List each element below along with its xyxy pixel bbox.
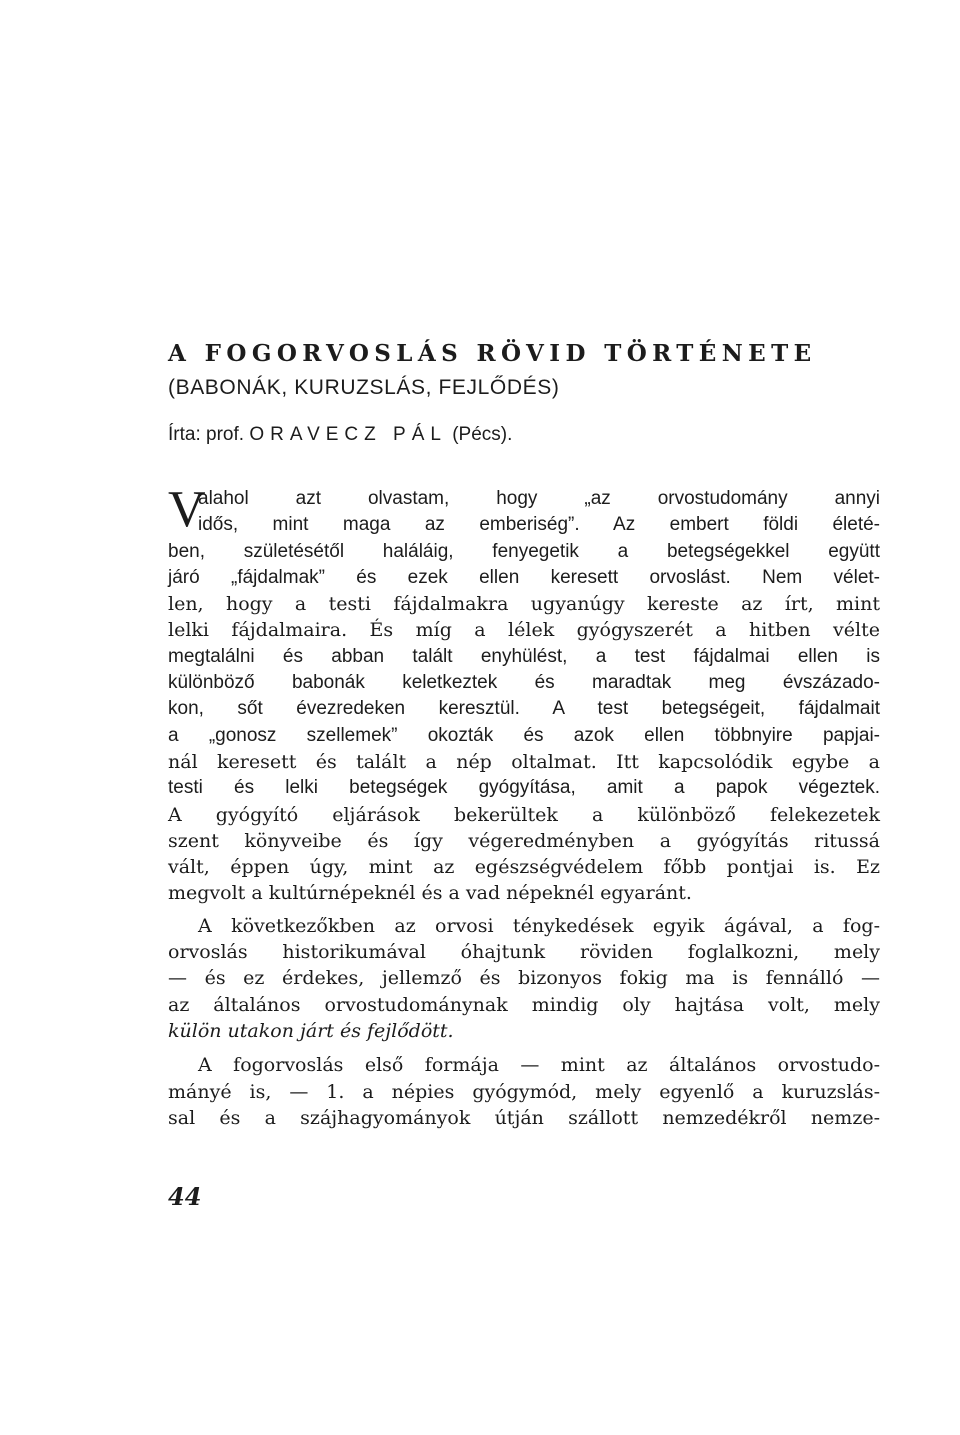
article-body — [168, 481, 880, 1131]
paragraph-1-line-14: szent könyveibe és így végeredményben a gyógyítás ritussá — [168, 829, 880, 852]
page-number: 44 — [168, 1182, 202, 1211]
article-subtitle: (BABONÁK, KURUZSLÁS, FEJLŐDÉS) — [168, 376, 560, 399]
paragraph-1-line-15: vált, éppen úgy, mint az egészségvédelem főbb pontjai is. Ez — [168, 856, 880, 879]
paragraph-1-line-2: idős, mint maga az emberiség”. Az embert földi életé- — [198, 514, 880, 536]
paragraph-1-line-6: lelki fájdalmaira. És míg a lélek gyógyszerét a hitben vélte — [168, 619, 880, 642]
byline-prefix: Írta: prof. — [168, 424, 245, 445]
drop-cap: V — [168, 481, 206, 538]
article-title: A FOGORVOSLÁS RÖVID TÖRTÉNETE — [168, 340, 817, 367]
paragraph-2-line-3: — és ez érdekes, jellemző és bizonyos fokig ma is fennálló — — [168, 967, 880, 990]
paragraph-3-line-2: mányé is, — 1. a népies gyógymód, mely egyenlő a kuruzslás- — [168, 1080, 880, 1103]
author-name: ORAVECZ PÁL — [249, 424, 447, 445]
paragraph-2-line-1: A következőkben az orvosi ténykedések egyik ágával, a fog- — [198, 914, 880, 937]
paragraph-1-line-4: járó „fájdalmak” és ezek ellen keresett orvoslást. Nem vélet- — [168, 566, 880, 588]
paragraph-1-line-11: nál keresett és talált a nép oltalmat. Itt kapcsolódik egybe a — [168, 750, 880, 773]
byline — [168, 424, 512, 446]
paragraph-1-line-8: különböző babonák keletkeztek és maradtak meg évszázado- — [168, 672, 880, 694]
paragraph-1-line-16: megvolt a kultúrnépeknél és a vad népeknél egyaránt. — [168, 882, 692, 905]
paragraph-1-line-5: len, hogy a testi fájdalmakra ugyanúgy kereste az írt, mint — [168, 593, 880, 616]
author-location: (Pécs). — [452, 424, 513, 445]
paragraph-1-line-1: alahol azt olvastam, hogy „az orvostudomány annyi — [198, 488, 880, 509]
paragraph-1-line-9: kon, sőt évezredeken keresztül. A test betegségeit, fájdalmait — [168, 698, 880, 720]
paragraph-2-line-2: orvoslás historikumával óhajtunk röviden foglalkozni, mely — [168, 941, 880, 964]
paragraph-1-line-13: A gyógyító eljárások bekerültek a különböző felekezetek — [168, 803, 880, 826]
paragraph-1-line-10: a „gonosz szellemek” okozták és azok ellen többnyire papjai- — [168, 724, 880, 746]
paragraph-1-line-7: megtalálni és abban talált enyhülést, a test fájdalmai ellen is — [168, 645, 880, 667]
paragraph-2-line-4: az általános orvostudománynak mindig oly hajtása volt, mely — [168, 993, 880, 1016]
paragraph-2-line-5: külön utakon járt és fejlődött. — [168, 1019, 454, 1042]
paragraph-3-line-3: sal és a szájhagyományok útján szállott nemzedékről nemze- — [168, 1106, 880, 1129]
paragraph-1-line-12: testi és lelki betegségek gyógyítása, amit a papok végeztek. — [168, 777, 880, 799]
paragraph-1-line-3: ben, születésétől haláláig, fenyegetik a betegségekkel együtt — [168, 540, 880, 562]
paragraph-3-line-1: A fogorvoslás első formája — mint az általános orvostudo- — [198, 1054, 880, 1077]
